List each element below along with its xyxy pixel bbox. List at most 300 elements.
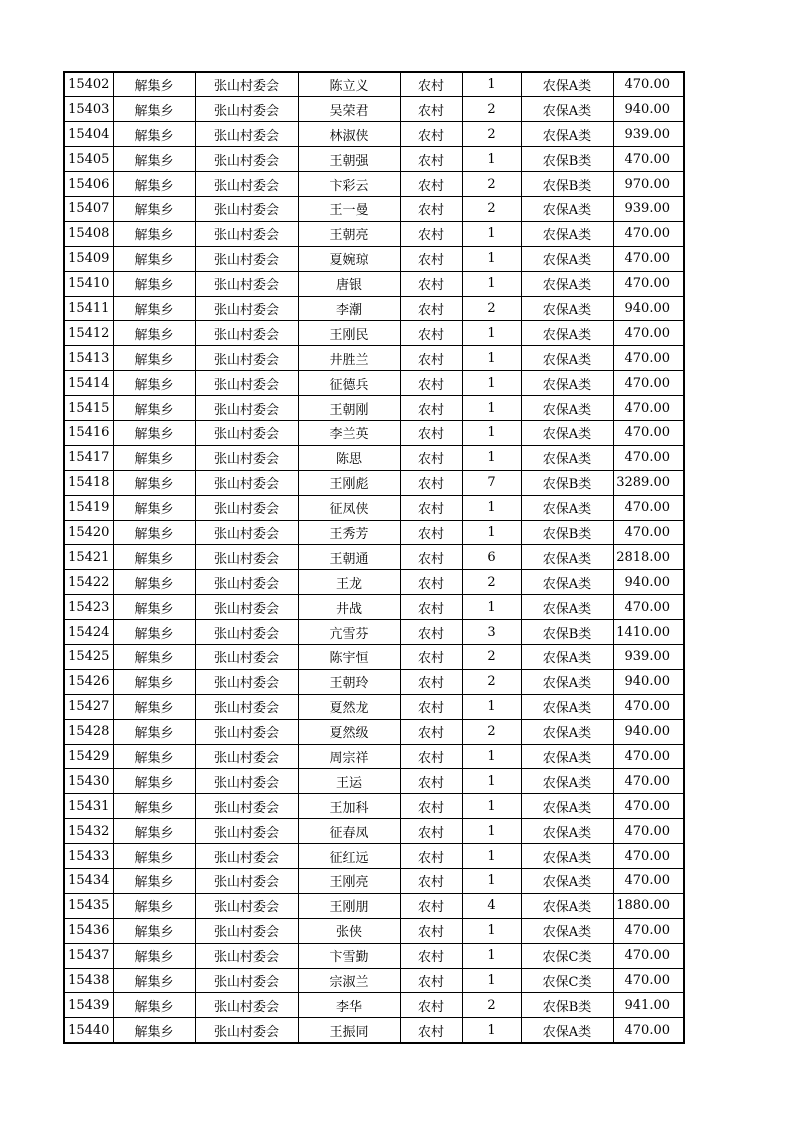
cell-village: 张山村委会 xyxy=(195,769,298,794)
cell-village: 张山村委会 xyxy=(195,968,298,993)
cell-category: 农保A类 xyxy=(521,396,613,421)
cell-id: 15409 xyxy=(64,246,113,271)
cell-township: 解集乡 xyxy=(113,445,195,470)
cell-count: 1 xyxy=(462,869,521,894)
cell-village: 张山村委会 xyxy=(195,620,298,645)
cell-amount: 470.00 xyxy=(613,794,684,819)
cell-amount: 470.00 xyxy=(613,147,684,172)
cell-name: 唐银 xyxy=(298,271,400,296)
cell-count: 2 xyxy=(462,122,521,147)
cell-township: 解集乡 xyxy=(113,147,195,172)
cell-id: 15420 xyxy=(64,520,113,545)
table-row xyxy=(64,669,684,694)
cell-township: 解集乡 xyxy=(113,196,195,221)
cell-id: 15410 xyxy=(64,271,113,296)
cell-name: 夏然级 xyxy=(298,719,400,744)
cell-id: 15430 xyxy=(64,769,113,794)
table-row xyxy=(64,396,684,421)
cell-township: 解集乡 xyxy=(113,321,195,346)
cell-township: 解集乡 xyxy=(113,769,195,794)
cell-category: 农保A类 xyxy=(521,246,613,271)
cell-count: 2 xyxy=(462,296,521,321)
cell-id: 15429 xyxy=(64,744,113,769)
cell-count: 1 xyxy=(462,321,521,346)
cell-township: 解集乡 xyxy=(113,893,195,918)
cell-amount: 470.00 xyxy=(613,819,684,844)
cell-amount: 470.00 xyxy=(613,221,684,246)
cell-name: 宗淑兰 xyxy=(298,968,400,993)
cell-category: 农保B类 xyxy=(521,993,613,1018)
cell-name: 王运 xyxy=(298,769,400,794)
cell-amount: 939.00 xyxy=(613,122,684,147)
cell-residence: 农村 xyxy=(400,346,462,371)
cell-amount: 470.00 xyxy=(613,371,684,396)
cell-name: 王秀芳 xyxy=(298,520,400,545)
cell-name: 王朝亮 xyxy=(298,221,400,246)
cell-amount: 940.00 xyxy=(613,719,684,744)
cell-township: 解集乡 xyxy=(113,296,195,321)
cell-category: 农保A类 xyxy=(521,545,613,570)
cell-category: 农保A类 xyxy=(521,769,613,794)
table-row xyxy=(64,943,684,968)
cell-category: 农保B类 xyxy=(521,470,613,495)
table-row xyxy=(64,122,684,147)
cell-count: 1 xyxy=(462,694,521,719)
cell-village: 张山村委会 xyxy=(195,172,298,197)
cell-count: 1 xyxy=(462,72,521,97)
cell-township: 解集乡 xyxy=(113,545,195,570)
cell-id: 15404 xyxy=(64,122,113,147)
table-row xyxy=(64,172,684,197)
cell-count: 6 xyxy=(462,545,521,570)
cell-count: 1 xyxy=(462,396,521,421)
cell-village: 张山村委会 xyxy=(195,72,298,97)
cell-name: 卞彩云 xyxy=(298,172,400,197)
cell-amount: 470.00 xyxy=(613,420,684,445)
cell-name: 王朝强 xyxy=(298,147,400,172)
cell-village: 张山村委会 xyxy=(195,271,298,296)
cell-amount: 939.00 xyxy=(613,196,684,221)
cell-category: 农保A类 xyxy=(521,420,613,445)
table-row xyxy=(64,644,684,669)
cell-count: 1 xyxy=(462,271,521,296)
cell-residence: 农村 xyxy=(400,595,462,620)
cell-count: 7 xyxy=(462,470,521,495)
cell-village: 张山村委会 xyxy=(195,520,298,545)
cell-name: 陈宇恒 xyxy=(298,644,400,669)
cell-residence: 农村 xyxy=(400,943,462,968)
table-row xyxy=(64,694,684,719)
cell-amount: 470.00 xyxy=(613,694,684,719)
cell-village: 张山村委会 xyxy=(195,147,298,172)
cell-id: 15435 xyxy=(64,893,113,918)
cell-id: 15403 xyxy=(64,97,113,122)
cell-name: 王刚朋 xyxy=(298,893,400,918)
cell-id: 15438 xyxy=(64,968,113,993)
cell-name: 井胜兰 xyxy=(298,346,400,371)
cell-count: 3 xyxy=(462,620,521,645)
cell-residence: 农村 xyxy=(400,396,462,421)
cell-name: 亢雪芬 xyxy=(298,620,400,645)
cell-category: 农保A类 xyxy=(521,445,613,470)
cell-township: 解集乡 xyxy=(113,520,195,545)
cell-township: 解集乡 xyxy=(113,420,195,445)
cell-residence: 农村 xyxy=(400,420,462,445)
cell-id: 15417 xyxy=(64,445,113,470)
cell-count: 1 xyxy=(462,1018,521,1043)
cell-id: 15434 xyxy=(64,869,113,894)
cell-name: 王朝通 xyxy=(298,545,400,570)
cell-amount: 470.00 xyxy=(613,520,684,545)
cell-village: 张山村委会 xyxy=(195,993,298,1018)
cell-township: 解集乡 xyxy=(113,595,195,620)
cell-id: 15423 xyxy=(64,595,113,620)
cell-village: 张山村委会 xyxy=(195,644,298,669)
cell-residence: 农村 xyxy=(400,918,462,943)
cell-count: 2 xyxy=(462,993,521,1018)
cell-village: 张山村委会 xyxy=(195,545,298,570)
cell-residence: 农村 xyxy=(400,669,462,694)
cell-township: 解集乡 xyxy=(113,620,195,645)
cell-category: 农保A类 xyxy=(521,346,613,371)
cell-category: 农保A类 xyxy=(521,844,613,869)
cell-count: 1 xyxy=(462,221,521,246)
cell-township: 解集乡 xyxy=(113,1018,195,1043)
cell-category: 农保A类 xyxy=(521,744,613,769)
cell-amount: 470.00 xyxy=(613,445,684,470)
cell-name: 李兰英 xyxy=(298,420,400,445)
table-row xyxy=(64,869,684,894)
cell-amount: 470.00 xyxy=(613,595,684,620)
cell-category: 农保C类 xyxy=(521,943,613,968)
cell-residence: 农村 xyxy=(400,371,462,396)
cell-amount: 940.00 xyxy=(613,296,684,321)
cell-village: 张山村委会 xyxy=(195,445,298,470)
cell-residence: 农村 xyxy=(400,545,462,570)
cell-village: 张山村委会 xyxy=(195,819,298,844)
cell-id: 15416 xyxy=(64,420,113,445)
cell-count: 1 xyxy=(462,819,521,844)
cell-residence: 农村 xyxy=(400,147,462,172)
cell-amount: 470.00 xyxy=(613,271,684,296)
cell-village: 张山村委会 xyxy=(195,346,298,371)
cell-category: 农保A类 xyxy=(521,495,613,520)
benefit-records-table xyxy=(63,71,685,1044)
cell-id: 15424 xyxy=(64,620,113,645)
cell-village: 张山村委会 xyxy=(195,296,298,321)
cell-village: 张山村委会 xyxy=(195,694,298,719)
cell-township: 解集乡 xyxy=(113,968,195,993)
cell-category: 农保A类 xyxy=(521,196,613,221)
cell-village: 张山村委会 xyxy=(195,794,298,819)
cell-amount: 470.00 xyxy=(613,396,684,421)
cell-residence: 农村 xyxy=(400,869,462,894)
cell-township: 解集乡 xyxy=(113,844,195,869)
cell-name: 征凤侠 xyxy=(298,495,400,520)
cell-count: 1 xyxy=(462,445,521,470)
cell-township: 解集乡 xyxy=(113,346,195,371)
cell-name: 王刚民 xyxy=(298,321,400,346)
cell-township: 解集乡 xyxy=(113,694,195,719)
cell-village: 张山村委会 xyxy=(195,570,298,595)
cell-category: 农保A类 xyxy=(521,321,613,346)
cell-township: 解集乡 xyxy=(113,719,195,744)
cell-count: 1 xyxy=(462,968,521,993)
table-row xyxy=(64,595,684,620)
table-row xyxy=(64,844,684,869)
cell-amount: 470.00 xyxy=(613,968,684,993)
cell-village: 张山村委会 xyxy=(195,371,298,396)
table-row xyxy=(64,271,684,296)
cell-category: 农保B类 xyxy=(521,620,613,645)
cell-township: 解集乡 xyxy=(113,122,195,147)
cell-id: 15437 xyxy=(64,943,113,968)
table-row xyxy=(64,97,684,122)
cell-amount: 1880.00 xyxy=(613,893,684,918)
table-row xyxy=(64,147,684,172)
cell-amount: 470.00 xyxy=(613,844,684,869)
cell-name: 王加科 xyxy=(298,794,400,819)
table-row xyxy=(64,420,684,445)
table-row xyxy=(64,1018,684,1043)
cell-amount: 940.00 xyxy=(613,669,684,694)
cell-count: 1 xyxy=(462,495,521,520)
cell-count: 1 xyxy=(462,918,521,943)
cell-residence: 农村 xyxy=(400,694,462,719)
cell-residence: 农村 xyxy=(400,819,462,844)
cell-residence: 农村 xyxy=(400,296,462,321)
cell-id: 15425 xyxy=(64,644,113,669)
cell-name: 李潮 xyxy=(298,296,400,321)
cell-residence: 农村 xyxy=(400,644,462,669)
cell-id: 15433 xyxy=(64,844,113,869)
table-row xyxy=(64,296,684,321)
cell-residence: 农村 xyxy=(400,993,462,1018)
cell-residence: 农村 xyxy=(400,221,462,246)
cell-township: 解集乡 xyxy=(113,570,195,595)
cell-township: 解集乡 xyxy=(113,396,195,421)
cell-amount: 470.00 xyxy=(613,918,684,943)
cell-count: 2 xyxy=(462,196,521,221)
table-row xyxy=(64,620,684,645)
cell-village: 张山村委会 xyxy=(195,470,298,495)
table-row xyxy=(64,246,684,271)
table-row xyxy=(64,470,684,495)
cell-category: 农保B类 xyxy=(521,172,613,197)
table-row xyxy=(64,570,684,595)
cell-name: 征红远 xyxy=(298,844,400,869)
cell-township: 解集乡 xyxy=(113,744,195,769)
cell-name: 李华 xyxy=(298,993,400,1018)
cell-residence: 农村 xyxy=(400,72,462,97)
cell-residence: 农村 xyxy=(400,97,462,122)
cell-village: 张山村委会 xyxy=(195,595,298,620)
cell-amount: 470.00 xyxy=(613,72,684,97)
cell-count: 1 xyxy=(462,794,521,819)
cell-name: 周宗祥 xyxy=(298,744,400,769)
cell-count: 1 xyxy=(462,595,521,620)
cell-amount: 470.00 xyxy=(613,246,684,271)
cell-residence: 农村 xyxy=(400,769,462,794)
cell-count: 1 xyxy=(462,371,521,396)
cell-residence: 农村 xyxy=(400,520,462,545)
cell-amount: 470.00 xyxy=(613,943,684,968)
cell-village: 张山村委会 xyxy=(195,196,298,221)
cell-residence: 农村 xyxy=(400,570,462,595)
cell-count: 1 xyxy=(462,147,521,172)
cell-residence: 农村 xyxy=(400,744,462,769)
cell-category: 农保A类 xyxy=(521,819,613,844)
cell-residence: 农村 xyxy=(400,196,462,221)
table-row xyxy=(64,445,684,470)
cell-category: 农保B类 xyxy=(521,520,613,545)
cell-amount: 940.00 xyxy=(613,570,684,595)
cell-id: 15436 xyxy=(64,918,113,943)
cell-township: 解集乡 xyxy=(113,794,195,819)
cell-amount: 939.00 xyxy=(613,644,684,669)
table-row xyxy=(64,719,684,744)
cell-count: 1 xyxy=(462,844,521,869)
cell-amount: 941.00 xyxy=(613,993,684,1018)
cell-amount: 470.00 xyxy=(613,744,684,769)
cell-category: 农保A类 xyxy=(521,918,613,943)
cell-name: 张侠 xyxy=(298,918,400,943)
table-row xyxy=(64,346,684,371)
cell-name: 陈立义 xyxy=(298,72,400,97)
cell-township: 解集乡 xyxy=(113,271,195,296)
cell-amount: 940.00 xyxy=(613,97,684,122)
table-row xyxy=(64,993,684,1018)
cell-name: 井战 xyxy=(298,595,400,620)
table-row xyxy=(64,794,684,819)
cell-village: 张山村委会 xyxy=(195,844,298,869)
cell-township: 解集乡 xyxy=(113,819,195,844)
cell-id: 15415 xyxy=(64,396,113,421)
cell-village: 张山村委会 xyxy=(195,495,298,520)
cell-category: 农保B类 xyxy=(521,147,613,172)
cell-name: 王刚彪 xyxy=(298,470,400,495)
cell-category: 农保A类 xyxy=(521,570,613,595)
cell-id: 15426 xyxy=(64,669,113,694)
cell-id: 15427 xyxy=(64,694,113,719)
cell-residence: 农村 xyxy=(400,893,462,918)
cell-amount: 970.00 xyxy=(613,172,684,197)
cell-category: 农保A类 xyxy=(521,296,613,321)
cell-id: 15419 xyxy=(64,495,113,520)
table-row xyxy=(64,221,684,246)
cell-name: 王朝刚 xyxy=(298,396,400,421)
cell-name: 陈思 xyxy=(298,445,400,470)
cell-count: 1 xyxy=(462,769,521,794)
cell-township: 解集乡 xyxy=(113,869,195,894)
cell-amount: 470.00 xyxy=(613,869,684,894)
cell-name: 卞雪勤 xyxy=(298,943,400,968)
cell-residence: 农村 xyxy=(400,321,462,346)
cell-village: 张山村委会 xyxy=(195,97,298,122)
cell-amount: 470.00 xyxy=(613,346,684,371)
cell-count: 4 xyxy=(462,893,521,918)
cell-id: 15407 xyxy=(64,196,113,221)
cell-township: 解集乡 xyxy=(113,943,195,968)
cell-category: 农保A类 xyxy=(521,221,613,246)
cell-amount: 470.00 xyxy=(613,1018,684,1043)
cell-township: 解集乡 xyxy=(113,993,195,1018)
cell-count: 1 xyxy=(462,246,521,271)
table-row xyxy=(64,968,684,993)
cell-village: 张山村委会 xyxy=(195,893,298,918)
cell-id: 15421 xyxy=(64,545,113,570)
cell-village: 张山村委会 xyxy=(195,869,298,894)
cell-village: 张山村委会 xyxy=(195,719,298,744)
cell-name: 王振同 xyxy=(298,1018,400,1043)
cell-village: 张山村委会 xyxy=(195,918,298,943)
cell-amount: 470.00 xyxy=(613,495,684,520)
cell-village: 张山村委会 xyxy=(195,1018,298,1043)
cell-township: 解集乡 xyxy=(113,644,195,669)
cell-village: 张山村委会 xyxy=(195,396,298,421)
cell-name: 征春凤 xyxy=(298,819,400,844)
cell-residence: 农村 xyxy=(400,620,462,645)
cell-name: 王一曼 xyxy=(298,196,400,221)
cell-township: 解集乡 xyxy=(113,221,195,246)
cell-category: 农保C类 xyxy=(521,968,613,993)
cell-residence: 农村 xyxy=(400,271,462,296)
cell-residence: 农村 xyxy=(400,246,462,271)
cell-amount: 2818.00 xyxy=(613,545,684,570)
cell-name: 王朝玲 xyxy=(298,669,400,694)
cell-category: 农保A类 xyxy=(521,893,613,918)
table-row xyxy=(64,545,684,570)
cell-village: 张山村委会 xyxy=(195,246,298,271)
cell-name: 王刚亮 xyxy=(298,869,400,894)
cell-township: 解集乡 xyxy=(113,495,195,520)
cell-count: 1 xyxy=(462,346,521,371)
table-row xyxy=(64,918,684,943)
cell-id: 15411 xyxy=(64,296,113,321)
cell-id: 15439 xyxy=(64,993,113,1018)
cell-count: 2 xyxy=(462,719,521,744)
cell-category: 农保A类 xyxy=(521,72,613,97)
cell-name: 夏婉琼 xyxy=(298,246,400,271)
cell-residence: 农村 xyxy=(400,844,462,869)
cell-amount: 470.00 xyxy=(613,769,684,794)
cell-category: 农保A类 xyxy=(521,271,613,296)
cell-amount: 1410.00 xyxy=(613,620,684,645)
table-row xyxy=(64,321,684,346)
cell-township: 解集乡 xyxy=(113,669,195,694)
cell-count: 2 xyxy=(462,644,521,669)
cell-name: 王龙 xyxy=(298,570,400,595)
cell-id: 15408 xyxy=(64,221,113,246)
cell-village: 张山村委会 xyxy=(195,420,298,445)
table-body xyxy=(64,72,684,1043)
cell-id: 15413 xyxy=(64,346,113,371)
cell-category: 农保A类 xyxy=(521,97,613,122)
cell-village: 张山村委会 xyxy=(195,669,298,694)
cell-name: 吴荣君 xyxy=(298,97,400,122)
cell-count: 2 xyxy=(462,669,521,694)
cell-category: 农保A类 xyxy=(521,694,613,719)
cell-village: 张山村委会 xyxy=(195,744,298,769)
table-row xyxy=(64,744,684,769)
cell-name: 征德兵 xyxy=(298,371,400,396)
cell-residence: 农村 xyxy=(400,445,462,470)
cell-category: 农保A类 xyxy=(521,669,613,694)
cell-count: 1 xyxy=(462,744,521,769)
cell-id: 15418 xyxy=(64,470,113,495)
cell-count: 2 xyxy=(462,172,521,197)
cell-township: 解集乡 xyxy=(113,72,195,97)
